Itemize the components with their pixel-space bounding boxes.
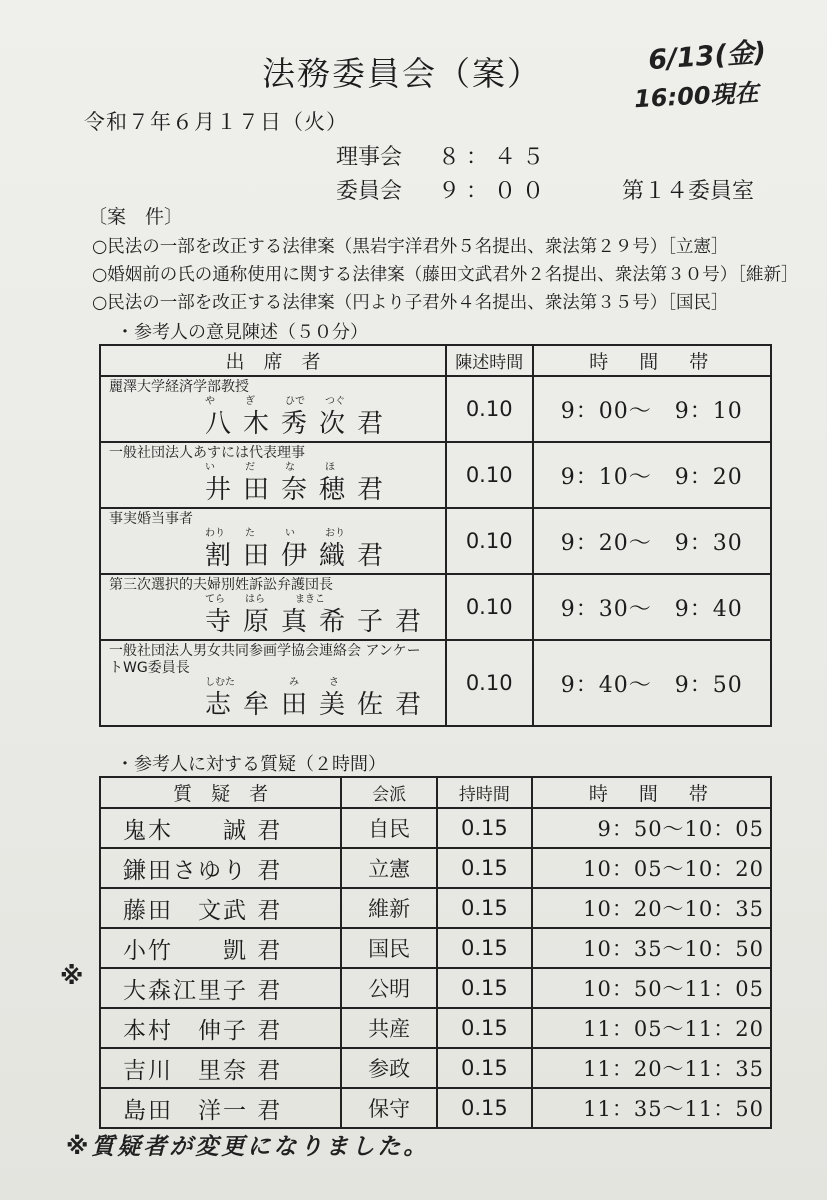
witness-org: 事実婚当事者: [109, 511, 193, 527]
witness-ruby: しむた み さ: [205, 677, 339, 688]
witness-duration: 0.10: [446, 640, 533, 726]
handwritten-footnote: ※質疑者が変更になりました。: [66, 1134, 430, 1160]
witness-row: [100, 640, 771, 726]
question-section-heading: ・参考人に対する質疑（２時間）: [116, 754, 386, 775]
questioner-row: [100, 968, 771, 1008]
witness-org: 第三次選択的夫婦別姓訴訟弁護団長: [109, 577, 333, 593]
questioner-row: [100, 1048, 771, 1088]
questioner-col-name: 質 疑 者: [100, 777, 341, 808]
committee-room: 第１４委員室: [622, 179, 755, 204]
witness-duration: 0.10: [446, 442, 533, 508]
questioner-party: 参政: [341, 1048, 437, 1088]
bill-item: ○婚姻前の氏の通称使用に関する法律案（藤田文武君外２名提出、衆法第３０号）［維新］: [92, 265, 799, 285]
witness-name: 井田奈穂君: [205, 475, 396, 505]
questioner-timeband: 11：35〜11：50: [532, 1088, 771, 1128]
bill-item: ○民法の一部を改正する法律案（円より子君外４名提出、衆法第３５号）［国民］: [92, 293, 729, 313]
questioner-name: 島田 洋一 君: [100, 1088, 341, 1128]
witness-duration: 0.10: [446, 508, 533, 574]
witness-duration: 0.10: [446, 376, 533, 442]
questioner-timeband: 10：20〜10：35: [532, 888, 771, 928]
agenda-heading: 〔案 件〕: [88, 206, 184, 228]
witness-timeband: 9：00〜 9：10: [533, 376, 771, 442]
questioner-duration: 0.15: [437, 928, 532, 968]
board-meeting-row: [336, 140, 550, 171]
questioner-timeband: 11：05〜11：20: [532, 1008, 771, 1048]
witness-ruby: わり た い おり: [205, 528, 345, 539]
questioner-duration: 0.15: [437, 848, 532, 888]
committee-label: 委員会: [336, 179, 403, 204]
questioner-row: [100, 848, 771, 888]
witness-name: 割田伊織君: [205, 541, 396, 571]
questioner-duration: 0.15: [437, 1008, 532, 1048]
witness-col-name: 出 席 者: [100, 345, 446, 376]
questioner-timeband: 9：50〜10：05: [532, 808, 771, 848]
questioner-party: 共産: [341, 1008, 437, 1048]
questioner-duration: 0.15: [437, 968, 532, 1008]
questioner-name: 小竹 凱 君: [100, 928, 341, 968]
witness-row: [100, 574, 771, 640]
questioner-party: 国民: [341, 928, 437, 968]
witness-timeband: 9：20〜 9：30: [533, 508, 771, 574]
board-label: 理事会: [336, 145, 403, 170]
handwritten-time-note: 16:00現在: [633, 78, 760, 114]
document-title: 法務委員会（案）: [262, 54, 542, 93]
questioner-row: [100, 1008, 771, 1048]
witness-ruby: てら はら まきこ: [205, 594, 325, 605]
questioner-duration: 0.15: [437, 888, 532, 928]
questioner-table: [99, 776, 772, 1129]
questioner-name: 藤田 文武 君: [100, 888, 341, 928]
witness-timeband: 9：40〜 9：50: [533, 640, 771, 726]
board-time: ８：４５: [438, 145, 551, 170]
witness-row: [100, 376, 771, 442]
questioner-col-timeband: 時 間 帯: [532, 777, 771, 808]
questioner-timeband: 10：35〜10：50: [532, 928, 771, 968]
questioner-party: 保守: [341, 1088, 437, 1128]
witness-row: [100, 508, 771, 574]
witness-row: [100, 442, 771, 508]
questioner-timeband: 10：05〜10：20: [532, 848, 771, 888]
questioner-row: [100, 808, 771, 848]
witness-org: 一般社団法人あすには代表理事: [109, 445, 305, 461]
witness-duration: 0.10: [446, 574, 533, 640]
meeting-date: 令和７年６月１７日（火）: [84, 110, 348, 134]
witness-org: 麗澤大学経済学部教授: [109, 379, 249, 395]
witness-timeband: 9：10〜 9：20: [533, 442, 771, 508]
witness-timeband: 9：30〜 9：40: [533, 574, 771, 640]
questioner-duration: 0.15: [437, 1088, 532, 1128]
witness-org: 一般社団法人男女共同参画学協会連絡会 アンケートWG委員長: [109, 643, 421, 676]
questioner-col-duration: 持時間: [437, 777, 532, 808]
questioner-party: 立憲: [341, 848, 437, 888]
questioner-duration: 0.15: [437, 808, 532, 848]
witness-ruby: い だ な ほ: [205, 462, 335, 473]
witness-col-duration: 陳述時間: [446, 345, 533, 376]
questioner-party: 公明: [341, 968, 437, 1008]
questioner-name: 鬼木 誠 君: [100, 808, 341, 848]
questioner-duration: 0.15: [437, 1048, 532, 1088]
questioner-name: 鎌田さゆり 君: [100, 848, 341, 888]
committee-meeting-row: [336, 174, 550, 205]
questioner-party: 維新: [341, 888, 437, 928]
witness-name: 志牟田美佐君: [205, 690, 434, 720]
questioner-party: 自民: [341, 808, 437, 848]
questioner-name: 吉川 里奈 君: [100, 1048, 341, 1088]
witness-name: 八木秀次君: [205, 409, 396, 439]
questioner-name: 本村 伸子 君: [100, 1008, 341, 1048]
witness-ruby: や ぎ ひで つぐ: [205, 396, 345, 407]
witness-section-heading: ・参考人の意見陳述（５０分）: [116, 322, 368, 343]
questioner-row: [100, 928, 771, 968]
questioner-name: 大森江里子 君: [100, 968, 341, 1008]
witness-name: 寺原真希子君: [205, 607, 434, 637]
handwritten-change-mark: ※: [60, 962, 84, 990]
questioner-timeband: 11：20〜11：35: [532, 1048, 771, 1088]
handwritten-date-note: 6/13(金): [647, 36, 768, 77]
questioner-row: [100, 1088, 771, 1128]
questioner-row: [100, 888, 771, 928]
committee-time: ９：００: [438, 179, 551, 204]
questioner-timeband: 10：50〜11：05: [532, 968, 771, 1008]
witness-table: [99, 344, 772, 727]
bill-item: ○民法の一部を改正する法律案（黒岩宇洋君外５名提出、衆法第２９号）［立憲］: [92, 237, 729, 257]
questioner-col-party: 会派: [341, 777, 437, 808]
witness-col-timeband: 時 間 帯: [533, 345, 771, 376]
